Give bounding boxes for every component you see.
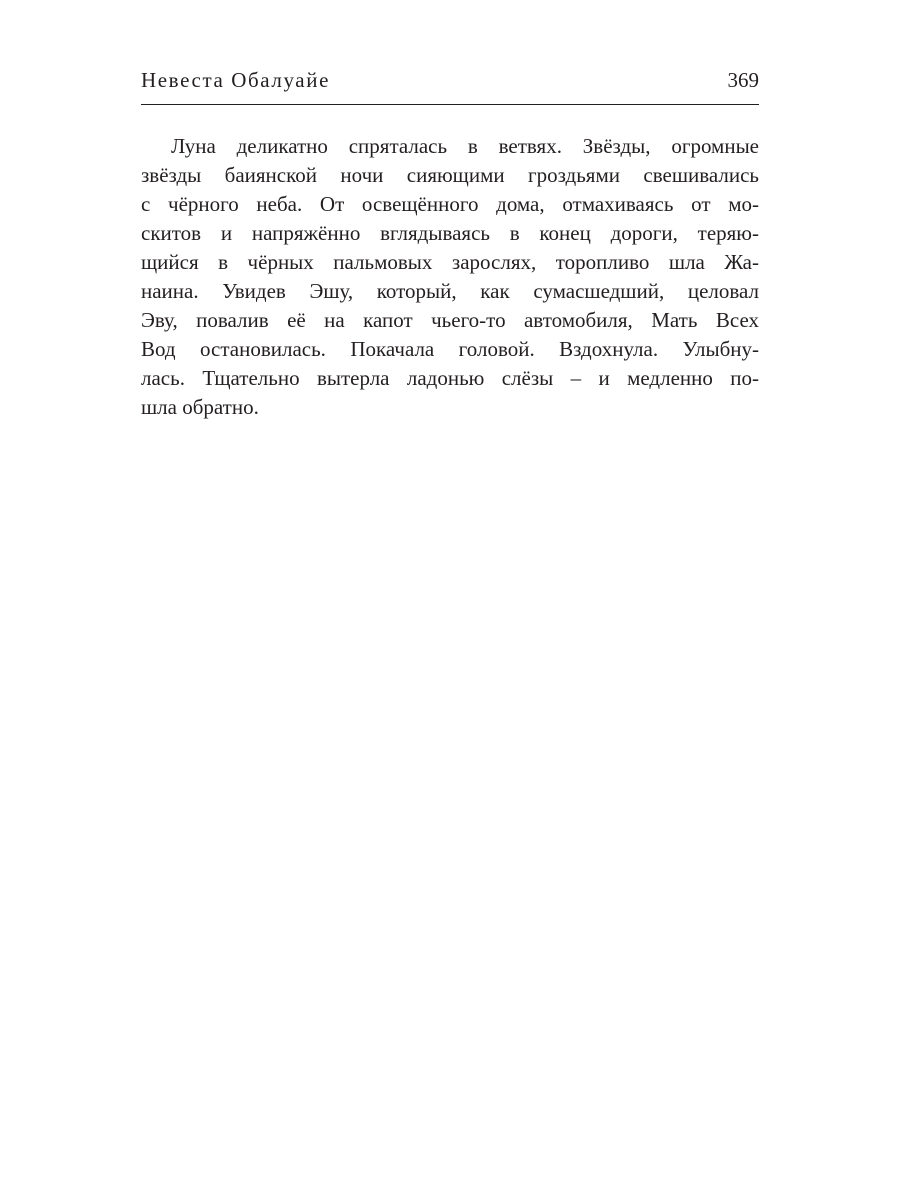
paragraph-line-7: Эву, повалив её на капот чьего-то автомобиля, Мать Всех [141, 308, 759, 332]
paragraph-line-10: шла обратно. [141, 395, 259, 419]
paragraph-line-5: щийся в чёрных пальмовых зарослях, торопливо шла Жа- [141, 250, 759, 274]
running-title: Невеста Обалуайе [141, 68, 330, 92]
paragraph [141, 132, 759, 422]
page-number: 369 [727, 68, 759, 92]
running-head [141, 64, 759, 100]
paragraph-line-2: звёзды баиянской ночи сияющими гроздьями свешивались [141, 163, 759, 187]
paragraph-line-8: Вод остановилась. Покачала головой. Вздохнула. Улыбну- [141, 337, 759, 361]
paragraph-line-4: скитов и напряжённо вглядываясь в конец дороги, теряю- [141, 221, 759, 245]
paragraph-line-3: с чёрного неба. От освещённого дома, отмахиваясь от мо- [141, 192, 759, 216]
paragraph-line-1: Луна деликатно спряталась в ветвях. Звёзды, огромные [171, 134, 759, 158]
paragraph-line-6: наина. Увидев Эшу, который, как сумасшедший, целовал [141, 279, 759, 303]
paragraph-line-9: лась. Тщательно вытерла ладонью слёзы – и медленно по- [141, 366, 759, 390]
header-rule [141, 104, 759, 105]
